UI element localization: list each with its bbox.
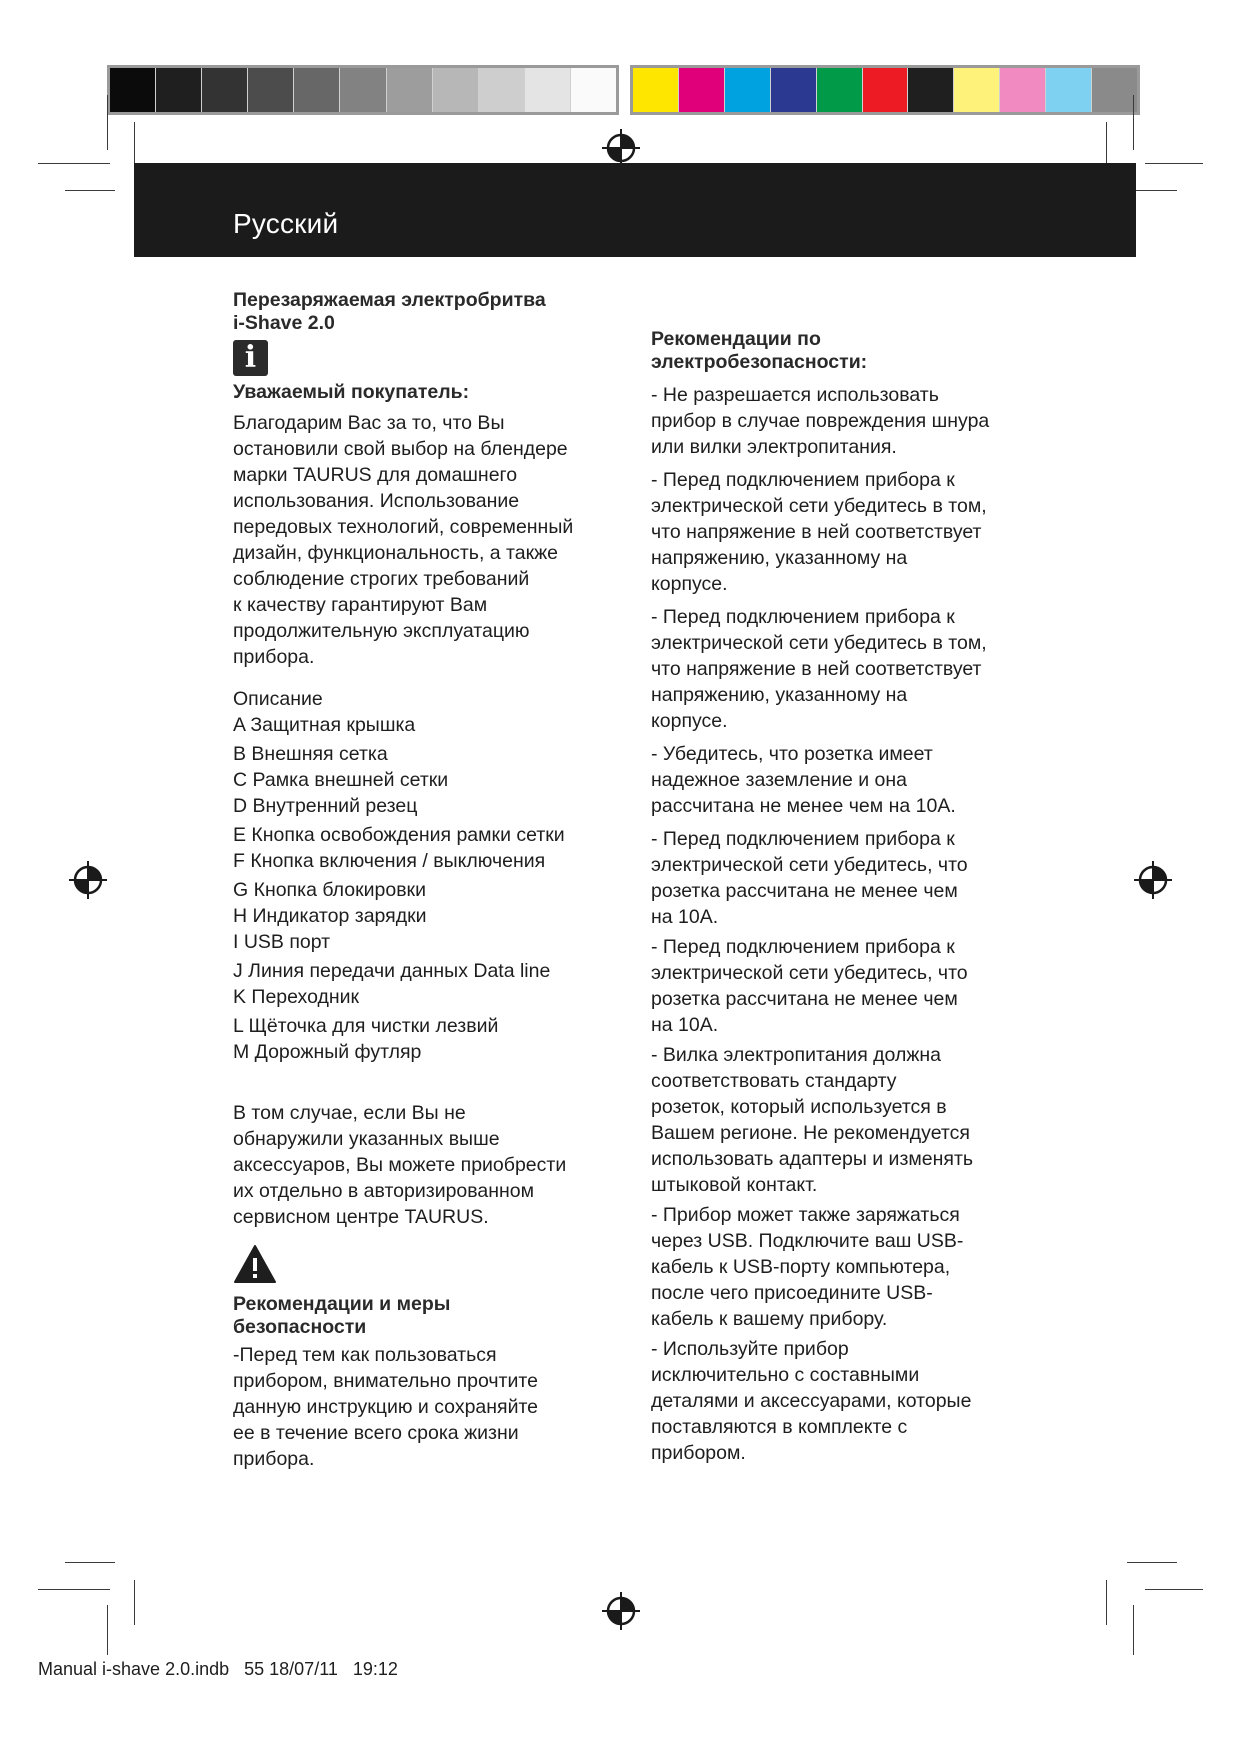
safety-paragraph [651, 826, 1051, 930]
crop-mark [107, 95, 108, 150]
registration-target-icon [68, 860, 108, 900]
part-item: E Кнопка освобождения рамки сетки [233, 824, 565, 846]
product-title-line: i-Shave 2.0 [233, 312, 335, 334]
text-line: что напряжение в ней соответствует [651, 521, 982, 543]
text-line: надежное заземление и она [651, 769, 907, 791]
electrical-safety-heading [651, 328, 1051, 374]
gray-swatch [571, 68, 616, 112]
text-line: сервисном центре TAURUS. [233, 1206, 489, 1228]
safety-paragraph [651, 1336, 1051, 1466]
part-item: C Рамка внешней сетки [233, 769, 449, 791]
text-line: розеток, который используется в [651, 1096, 947, 1118]
part-item: F Кнопка включения / выключения [233, 850, 546, 872]
heading-line: электробезопасности: [651, 351, 868, 373]
text-line: напряжению, указанному на [651, 547, 908, 569]
safety-paragraph [651, 604, 1051, 734]
text-line: Благодарим Вас за то, что Вы [233, 412, 505, 434]
color-swatch [908, 68, 954, 112]
crop-mark [1127, 1562, 1177, 1563]
text-line: - Перед подключением прибора к [651, 936, 955, 958]
part-item: K Переходник [233, 986, 360, 1008]
text-line: прибором, внимательно прочтите [233, 1370, 538, 1392]
text-line: на 10А. [651, 1014, 719, 1036]
gray-swatch [248, 68, 294, 112]
registration-target-icon [601, 1591, 641, 1631]
text-line: кабель к USB-порту компьютера, [651, 1256, 951, 1278]
color-swatch [633, 68, 679, 112]
product-title [233, 289, 633, 335]
safety-paragraph [651, 741, 1051, 819]
gray-swatch [294, 68, 340, 112]
text-line: - Прибор может также заряжаться [651, 1204, 960, 1226]
safety-paragraph [651, 934, 1051, 1038]
text-line: электрической сети убедитесь, что [651, 854, 968, 876]
intro-paragraph [233, 410, 633, 670]
text-line: -Перед тем как пользоваться [233, 1344, 497, 1366]
text-line: марки TAURUS для домашнего [233, 464, 518, 486]
text-line: электрической сети убедитесь в том, [651, 495, 987, 517]
crop-mark [65, 1562, 115, 1563]
text-line: - Перед подключением прибора к [651, 828, 955, 850]
text-line: - Перед подключением прибора к [651, 606, 955, 628]
text-line: прибора. [233, 646, 315, 668]
crop-mark [1145, 163, 1203, 164]
text-line: корпусе. [651, 710, 728, 732]
color-calibration-bar [630, 65, 1140, 115]
heading-line: Рекомендации по [651, 328, 821, 350]
text-line: после чего присоедините USB- [651, 1282, 933, 1304]
text-line: электрической сети убедитесь в том, [651, 632, 987, 654]
crop-mark [107, 1605, 108, 1655]
color-swatch [954, 68, 1000, 112]
color-swatch [1000, 68, 1046, 112]
safety-heading-line: безопасности [233, 1316, 367, 1338]
grayscale-calibration-bar [107, 65, 619, 115]
crop-mark [1133, 1605, 1134, 1655]
text-line: электрической сети убедитесь, что [651, 962, 968, 984]
safety-paragraph [651, 1202, 1051, 1332]
text-line: кабель к вашему прибору. [651, 1308, 888, 1330]
safety-paragraph [651, 1042, 1051, 1198]
crop-mark [1106, 1580, 1107, 1625]
greeting-text: Уважаемый покупатель: [233, 381, 470, 403]
text-line: В том случае, если Вы не [233, 1102, 466, 1124]
gray-swatch [387, 68, 433, 112]
registration-target-icon [1133, 860, 1173, 900]
text-line: дизайн, функциональность, а также [233, 542, 559, 564]
gray-swatch [340, 68, 386, 112]
gray-swatch [156, 68, 202, 112]
text-line: розетка рассчитана не менее чем [651, 988, 958, 1010]
text-line: соблюдение строгих требований [233, 568, 530, 590]
part-item: D Внутренний резец [233, 795, 418, 817]
crop-mark [65, 190, 115, 191]
text-line: использования. Использование [233, 490, 520, 512]
accessories-note [233, 1100, 633, 1230]
text-line: розетка рассчитана не менее чем [651, 880, 958, 902]
color-swatch [725, 68, 771, 112]
text-line: обнаружили указанных выше [233, 1128, 500, 1150]
part-item: H Индикатор зарядки [233, 905, 427, 927]
part-item: B Внешняя сетка [233, 743, 388, 765]
text-line: поставляются в комплекте с [651, 1416, 908, 1438]
color-swatch [1046, 68, 1092, 112]
crop-mark [38, 163, 110, 164]
text-line: что напряжение в ней соответствует [651, 658, 982, 680]
text-line: - Вилка электропитания должна [651, 1044, 942, 1066]
text-line: напряжению, указанному на [651, 684, 908, 706]
print-slug: Manual i-shave 2.0.indb 55 18/07/11 19:12 [38, 1659, 398, 1679]
safety-heading-line: Рекомендации и меры [233, 1293, 451, 1315]
text-line: исключительно с составными [651, 1364, 920, 1386]
registration-target-icon [601, 128, 641, 168]
gray-swatch [525, 68, 571, 112]
text-line: - Не разрешается использовать [651, 384, 939, 406]
text-line: к качеству гарантируют Вам [233, 594, 488, 616]
parts-description [233, 686, 633, 1065]
part-item: M Дорожный футляр [233, 1041, 422, 1063]
safety-paragraph [651, 467, 1051, 597]
text-line: аксессуаров, Вы можете приобрести [233, 1154, 567, 1176]
description-heading: Описание [233, 688, 323, 710]
warning-icon [233, 1244, 277, 1284]
text-line: использовать адаптеры и изменять [651, 1148, 974, 1170]
info-icon [233, 340, 268, 376]
part-item: G Кнопка блокировки [233, 879, 426, 901]
gray-swatch [433, 68, 479, 112]
crop-mark [134, 1580, 135, 1625]
gray-swatch [110, 68, 156, 112]
crop-mark [38, 1589, 110, 1590]
text-line: или вилки электропитания. [651, 436, 897, 458]
page-title: Русский [233, 208, 339, 239]
color-swatch [1092, 68, 1137, 112]
info-icon-glyph: i [244, 340, 257, 375]
text-line: Вашем регионе. Не рекомендуется [651, 1122, 970, 1144]
text-line: остановили свой выбор на блендере [233, 438, 568, 460]
text-line: ее в течение всего срока жизни [233, 1422, 519, 1444]
gray-swatch [202, 68, 248, 112]
text-line: продолжительную эксплуатацию [233, 620, 530, 642]
text-line: корпусе. [651, 573, 728, 595]
part-item: L Щёточка для чистки лезвий [233, 1015, 499, 1037]
safety-paragraph [651, 382, 1051, 460]
text-line: через USB. Подключите ваш USB- [651, 1230, 964, 1252]
text-line: - Перед подключением прибора к [651, 469, 955, 491]
safety-paragraph [233, 1342, 633, 1472]
text-line: деталями и аксессуарами, которые [651, 1390, 972, 1412]
color-swatch [679, 68, 725, 112]
part-item: A Защитная крышка [233, 714, 416, 736]
text-line: - Убедитесь, что розетка имеет [651, 743, 933, 765]
text-line: передовых технологий, современный [233, 516, 574, 538]
crop-mark [1145, 1589, 1203, 1590]
part-item: J Линия передачи данных Data line [233, 960, 551, 982]
text-line: рассчитана не менее чем на 10А. [651, 795, 956, 817]
greeting-heading [233, 381, 633, 404]
language-header-band [134, 163, 1136, 257]
crop-mark [1133, 95, 1134, 150]
gray-swatch [479, 68, 525, 112]
color-swatch [817, 68, 863, 112]
text-line: соответствовать стандарту [651, 1070, 897, 1092]
text-line: - Используйте прибор [651, 1338, 849, 1360]
text-line: их отдельно в авторизированном [233, 1180, 535, 1202]
text-line: прибор в случае повреждения шнура [651, 410, 990, 432]
text-line: прибора. [233, 1448, 315, 1470]
color-swatch [863, 68, 909, 112]
safety-heading [233, 1293, 633, 1339]
text-line: прибором. [651, 1442, 746, 1464]
text-line: штыковой контакт. [651, 1174, 818, 1196]
text-line: на 10А. [651, 906, 719, 928]
text-line: данную инструкцию и сохраняйте [233, 1396, 539, 1418]
color-swatch [771, 68, 817, 112]
product-title-line: Перезаряжаемая электробритва [233, 289, 546, 311]
part-item: I USB порт [233, 931, 331, 953]
